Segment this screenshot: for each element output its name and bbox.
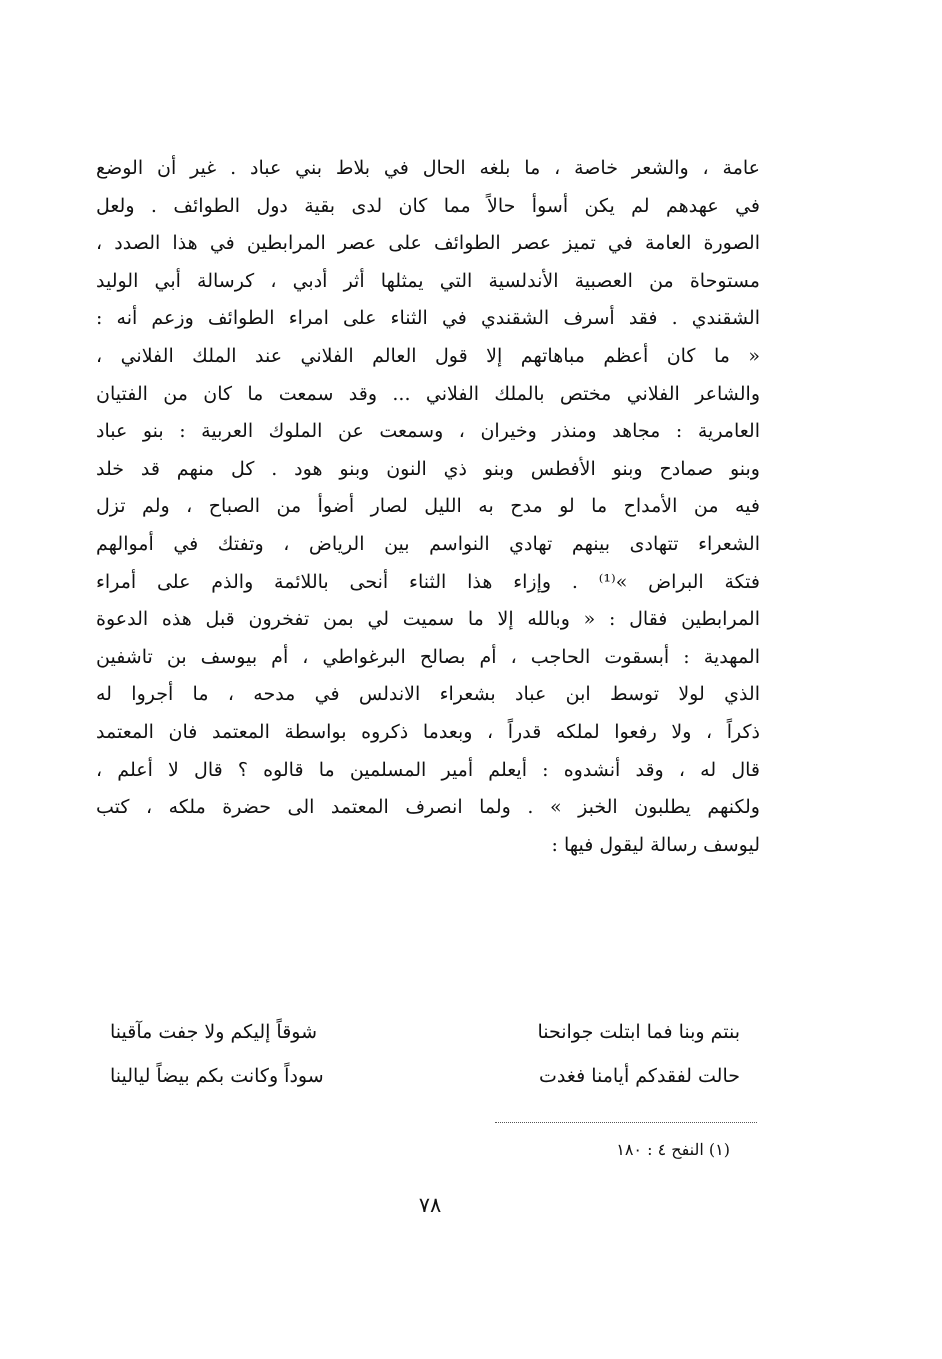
verse-second-hemistich: سوداً وكانت بكم بيضاً ليالينا xyxy=(110,1065,324,1087)
text-line: وبنو صمادح وبنو الأفطس وبنو ذي النون وبنو هود . كل منهم قد خلد xyxy=(96,457,760,480)
text-line: والشاعر الفلاني مختص بالملك الفلاني ... وقد سمعت ما كان من الفتيان xyxy=(96,382,760,405)
page-number: ٧٨ xyxy=(418,1193,442,1217)
footnote: (١) النفح ٤ : ١٨٠ xyxy=(616,1140,730,1159)
text-line: فيه من الأمداح ما لو مدح به الليل لصار أضوأ من الصباح ، ولم تزل xyxy=(96,495,760,518)
text-line: المهدية : أبسقوت الحاجب ، أم بصالح البرغواطي ، أم بيوسف بن تاشفين xyxy=(96,645,760,668)
verse-second-hemistich: شوقاً إليكم ولا جفت مآقينا xyxy=(110,1021,318,1043)
text-line: الذي لولا توسط ابن عباد بشعراء الاندلس في مدحه ، ما أجروا له xyxy=(96,683,760,706)
verse-first-hemistich: بنتم وبنا فما ابتلت جوانحنا xyxy=(537,1021,740,1043)
text-line: عامة ، والشعر خاصة ، ما بلغه الحال في بلاط بني عباد . غير أن الوضع xyxy=(96,157,760,179)
poem-verse xyxy=(110,1054,740,1098)
text-line: ولكنهم يطلبون الخبز » . ولما انصرف المعتمد الى حضرة ملكه ، كتب xyxy=(96,796,760,819)
text-line: ليوسف رسالة ليقول فيها : xyxy=(551,833,760,856)
text-line: في عهدهم لم يكن أسوأ حالاً مما كان لدى بقية دول الطوائف . ولعل xyxy=(96,194,760,217)
text-line: الشقندي . فقد أسرف الشقندي في الثناء على امراء الطوائف وزعم أنه : xyxy=(96,307,760,330)
main-paragraph xyxy=(96,150,760,864)
text-line: مستوحاة من العصبية الأندلسية التي يمثلها أثر أدبي ، كرسالة أبي الوليد xyxy=(96,269,760,292)
text-line: فتكة البراض »⁽¹⁾ . وإزاء هذا الثناء أنحى باللائمة والذم على أمراء xyxy=(96,570,760,593)
text-line: العامرية : مجاهد ومنذر وخيران ، وسمعت عن الملوك العربية : بنو عباد xyxy=(96,420,760,443)
text-line: الشعراء تتهادى بينهم تهادي النواسم بين الرياض ، وتفتك في أموالهم xyxy=(96,532,760,555)
text-line: قال له ، وقد أنشدوه : أيعلم أمير المسلمين ما قالوه ؟ قال لا أعلم ، xyxy=(96,758,760,781)
poem-verse xyxy=(110,1010,740,1054)
text-line: الصورة العامة في تميز عصر الطوائف على عصر المرابطين في هذا الصدد ، xyxy=(96,232,760,255)
text-line: ذكراً ، ولا رفعوا لملكه قدراً ، وبعدما ذكروه بواسطة المعتمد فان المعتمد xyxy=(96,720,760,743)
text-line: المرابطين فقال : « وبالله إلا ما سميت لي بمن تفخرون قبل هذه الدعوة xyxy=(96,608,760,631)
verse-first-hemistich: حالت لفقدكم أيامنا فغدت xyxy=(539,1065,740,1087)
footnote-separator xyxy=(495,1122,757,1123)
poem-verses xyxy=(110,1010,740,1098)
text-line: « ما كان أعظم مباهاتهم إلا قول العالم الفلاني عند الملك الفلاني ، xyxy=(96,344,760,367)
